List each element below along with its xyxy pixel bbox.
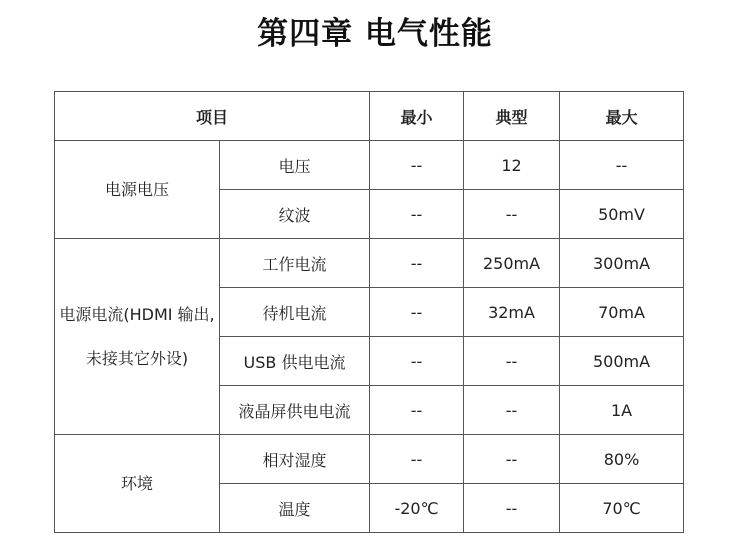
min-cell: -20℃ xyxy=(370,484,464,533)
max-cell: 300mA xyxy=(560,239,684,288)
typ-cell: -- xyxy=(464,190,560,239)
max-cell: 1A xyxy=(560,386,684,435)
page-title: 第四章 电气性能 xyxy=(257,16,493,52)
min-cell: -- xyxy=(370,435,464,484)
header-typ: 典型 xyxy=(464,92,560,141)
max-cell: 70mA xyxy=(560,288,684,337)
min-cell: -- xyxy=(370,288,464,337)
typ-cell: -- xyxy=(464,337,560,386)
param-cell: 液晶屏供电电流 xyxy=(220,386,370,435)
max-cell: 70℃ xyxy=(560,484,684,533)
max-cell: 500mA xyxy=(560,337,684,386)
table-row xyxy=(55,239,684,288)
typ-cell: 12 xyxy=(464,141,560,190)
typ-cell: -- xyxy=(464,435,560,484)
table-row xyxy=(55,435,684,484)
group-label: 电源电流(HDMI 输出,未接其它外设) xyxy=(55,239,220,435)
param-cell: 电压 xyxy=(220,141,370,190)
group-label: 电源电压 xyxy=(55,141,220,239)
min-cell: -- xyxy=(370,141,464,190)
min-cell: -- xyxy=(370,386,464,435)
table-header-row xyxy=(55,92,684,141)
param-cell: 待机电流 xyxy=(220,288,370,337)
typ-cell: 32mA xyxy=(464,288,560,337)
typ-cell: -- xyxy=(464,484,560,533)
header-item: 项目 xyxy=(55,92,370,141)
param-cell: 温度 xyxy=(220,484,370,533)
param-cell: 相对湿度 xyxy=(220,435,370,484)
max-cell: -- xyxy=(560,141,684,190)
param-cell: 纹波 xyxy=(220,190,370,239)
typ-cell: 250mA xyxy=(464,239,560,288)
electrical-spec-table xyxy=(54,91,684,533)
param-cell: 工作电流 xyxy=(220,239,370,288)
min-cell: -- xyxy=(370,239,464,288)
max-cell: 80% xyxy=(560,435,684,484)
min-cell: -- xyxy=(370,337,464,386)
min-cell: -- xyxy=(370,190,464,239)
max-cell: 50mV xyxy=(560,190,684,239)
header-max: 最大 xyxy=(560,92,684,141)
table-row xyxy=(55,141,684,190)
typ-cell: -- xyxy=(464,386,560,435)
header-min: 最小 xyxy=(370,92,464,141)
group-label: 环境 xyxy=(55,435,220,533)
param-cell: USB 供电电流 xyxy=(220,337,370,386)
